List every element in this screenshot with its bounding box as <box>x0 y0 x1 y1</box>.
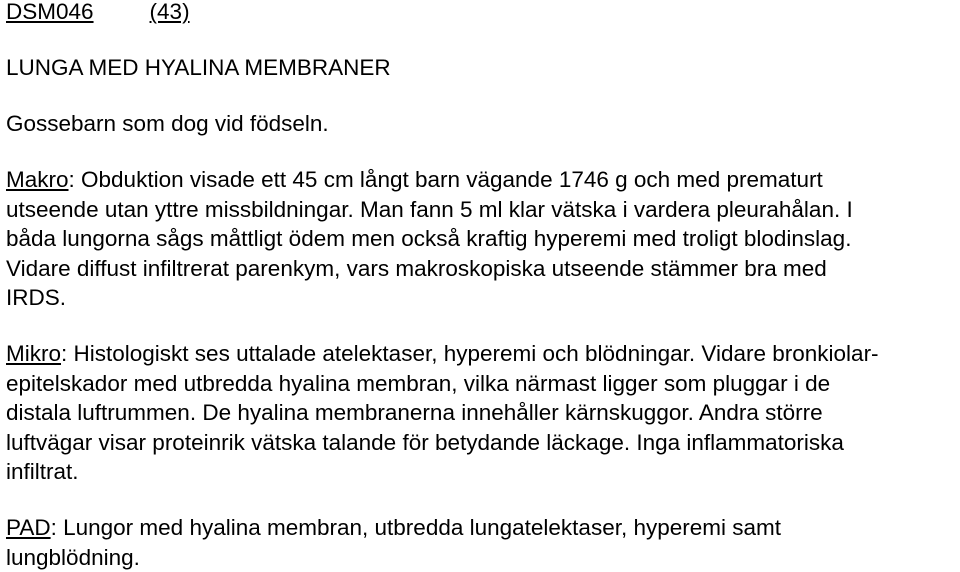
makro-line-1: utseende utan yttre missbildningar. Man fann 5 ml klar vätska i vardera pleurahålan. I <box>6 195 956 225</box>
makro-line-2: båda lungorna sågs måttligt ödem men också kraftig hyperemi med troligt blodinslag. <box>6 224 956 254</box>
mikro-separator: : <box>61 341 67 366</box>
pad-separator: : <box>51 515 57 540</box>
case-number: (43) <box>150 0 190 24</box>
pad-line-0 <box>6 513 956 543</box>
document-title: LUNGA MED HYALINA MEMBRANER <box>6 53 956 83</box>
document-body <box>6 0 956 572</box>
document-subtitle: Gossebarn som dog vid födseln. <box>6 109 956 139</box>
mikro-text-0: Histologiskt ses uttalade atelektaser, hyperemi och blödningar. Vidare bronkiolar- <box>67 341 878 366</box>
pad-label: PAD <box>6 515 51 540</box>
mikro-line-2: distala luftrummen. De hyalina membranerna innehåller kärnskuggor. Andra större <box>6 398 956 428</box>
mikro-line-1: epitelskador med utbredda hyalina membran, vilka närmast ligger som pluggar i de <box>6 369 956 399</box>
makro-label: Makro <box>6 167 69 192</box>
mikro-line-0 <box>6 339 956 369</box>
makro-line-3: Vidare diffust infiltrerat parenkym, vars makroskopiska utseende stämmer bra med <box>6 254 956 284</box>
makro-line-0 <box>6 165 956 195</box>
mikro-label: Mikro <box>6 341 61 366</box>
mikro-line-4: infiltrat. <box>6 457 956 487</box>
mikro-section <box>6 339 956 487</box>
makro-separator: : <box>69 167 75 192</box>
makro-line-4: IRDS. <box>6 283 956 313</box>
pad-text-0: Lungor med hyalina membran, utbredda lungatelektaser, hyperemi samt <box>57 515 781 540</box>
pad-section <box>6 513 956 572</box>
case-code: DSM046 <box>6 0 94 24</box>
makro-text-0: Obduktion visade ett 45 cm långt barn vägande 1746 g och med prematurt <box>75 167 823 192</box>
mikro-line-3: luftvägar visar proteinrik vätska talande för betydande läckage. Inga inflammatoriska <box>6 428 956 458</box>
makro-section <box>6 165 956 313</box>
pad-line-1: lungblödning. <box>6 543 956 572</box>
case-header <box>6 0 956 27</box>
